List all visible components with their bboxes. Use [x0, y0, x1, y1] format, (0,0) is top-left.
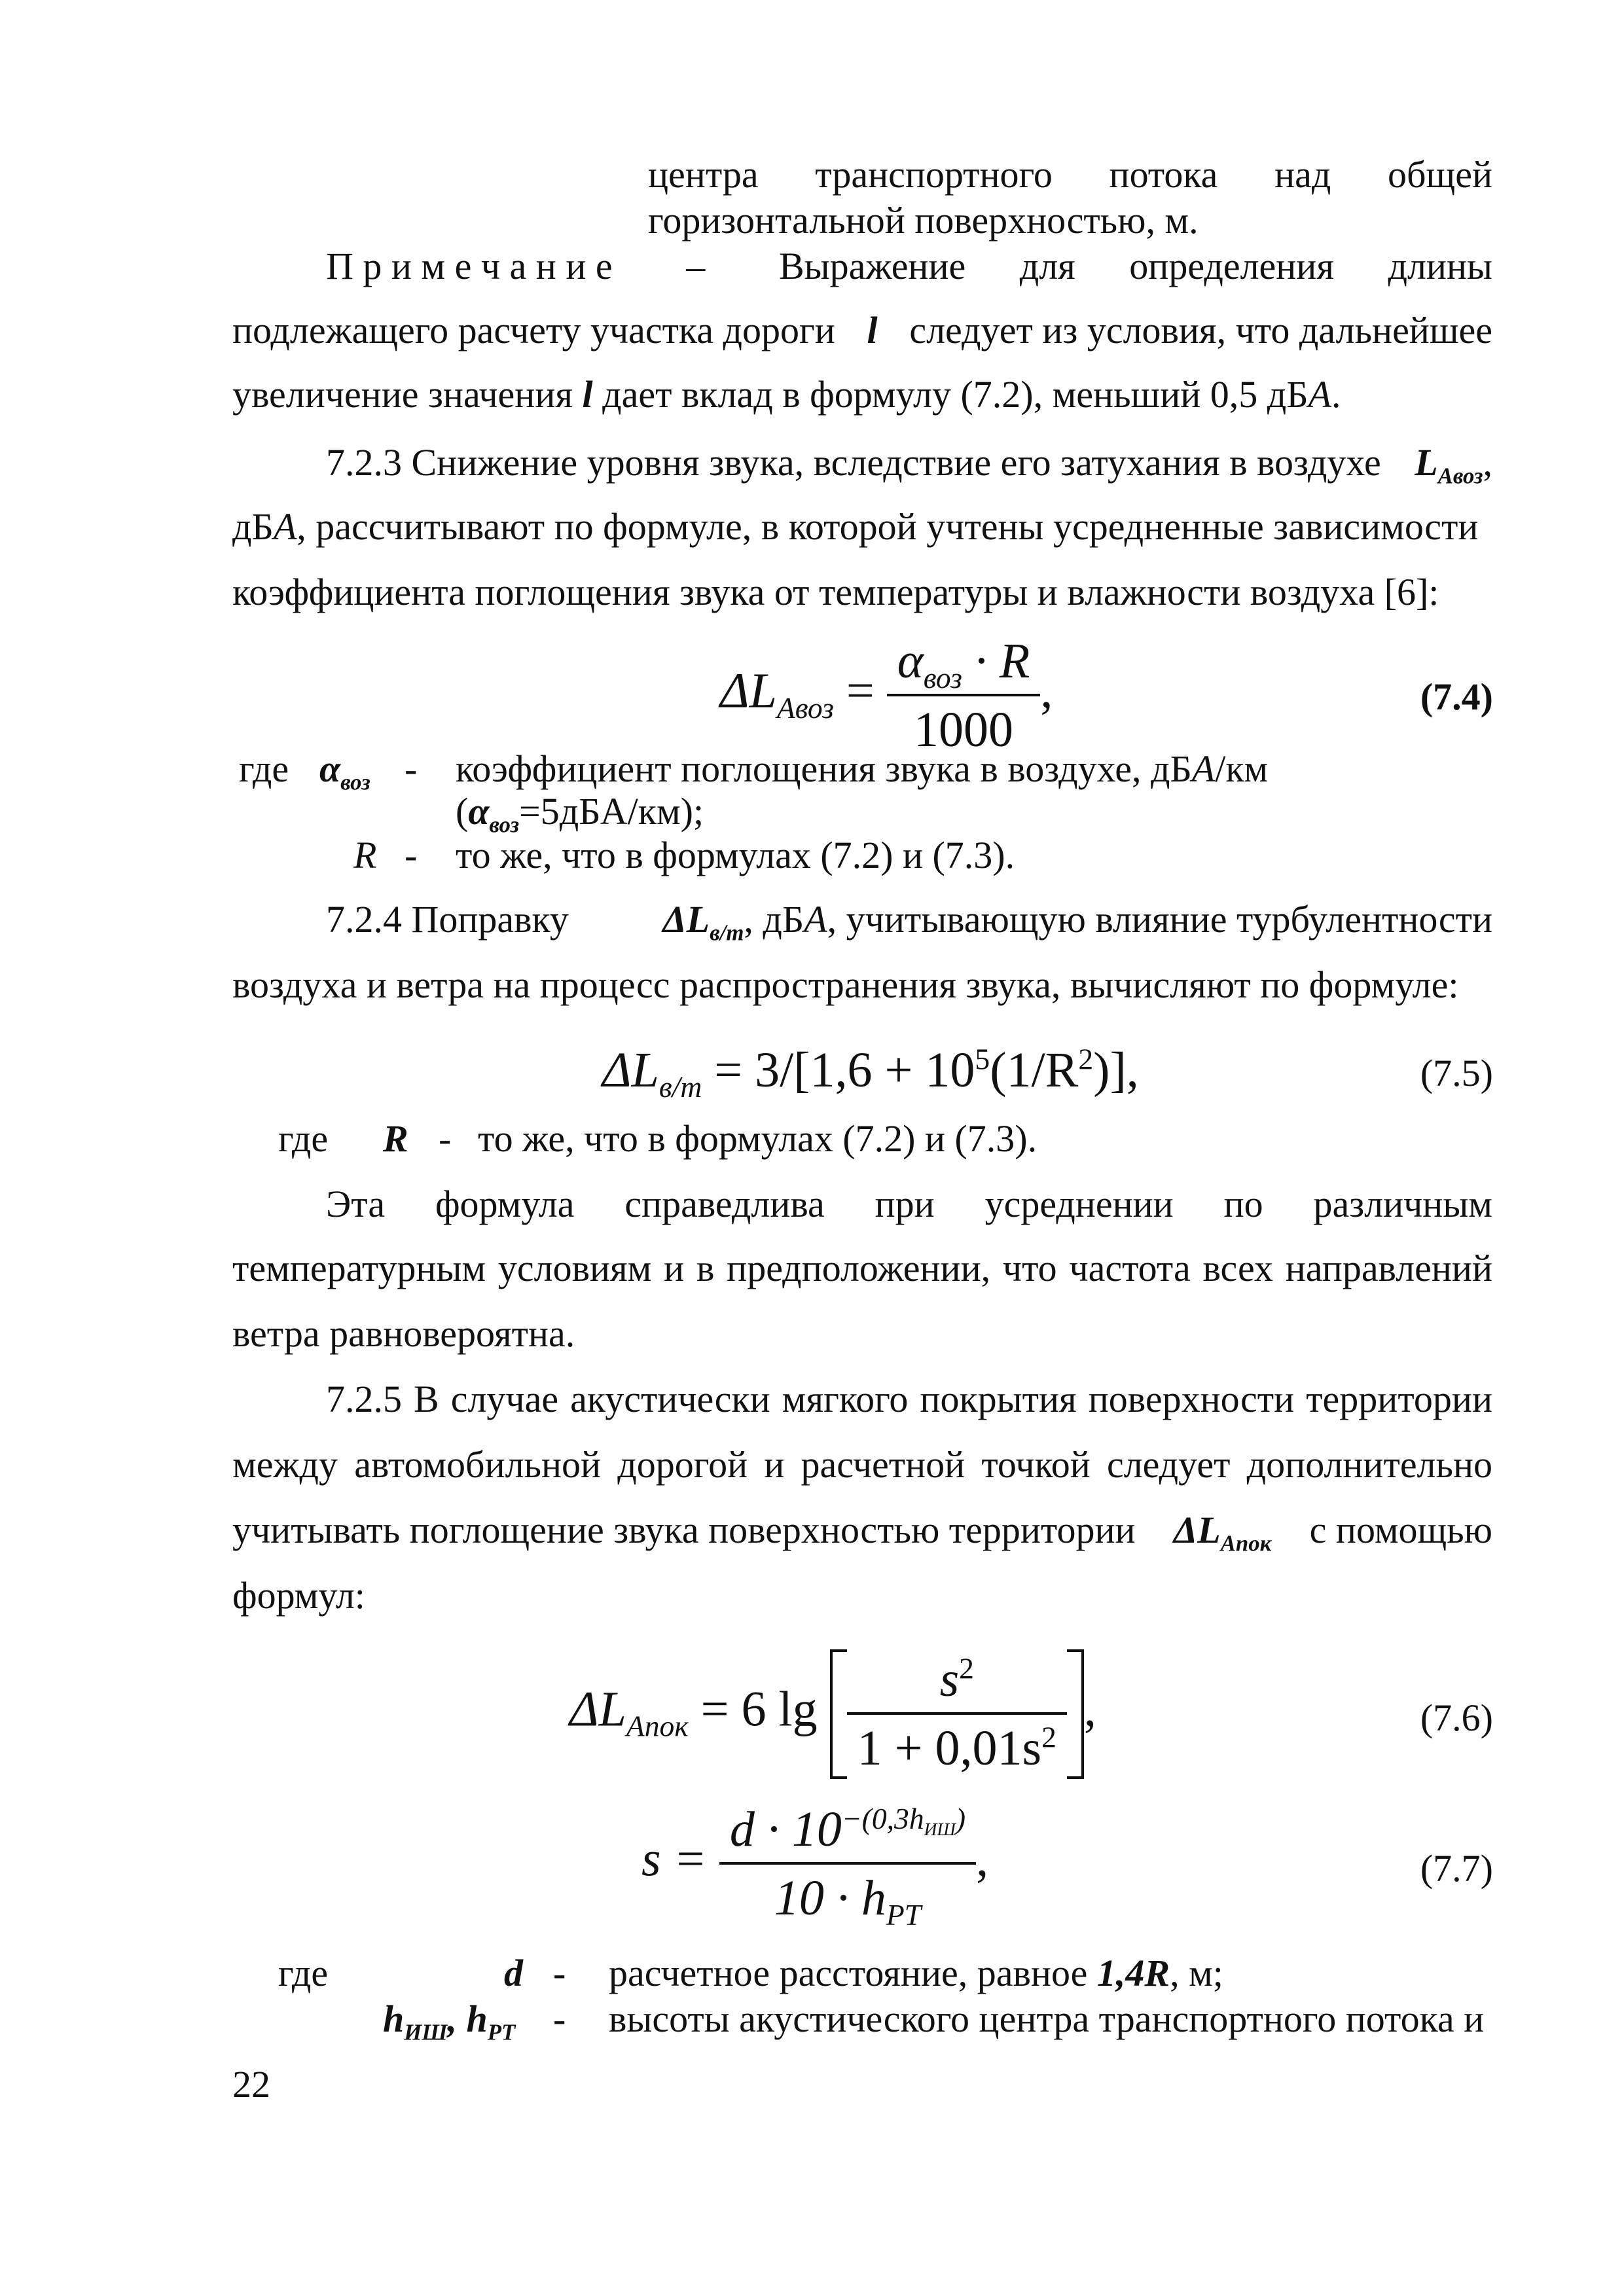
note-line-2 [232, 308, 1492, 353]
p723-line-1 [326, 440, 1492, 489]
p723-line-1-end: , [1483, 441, 1492, 484]
p724-post: , учитывающую влияние турбулентности [827, 898, 1492, 941]
p-eta-line-2: температурным условиям и в предположении, что частота всех направлений [232, 1247, 1492, 1289]
f76-num-exp: 2 [959, 1651, 974, 1685]
where74-open: ( [456, 790, 469, 833]
f77-num: d · 10 [729, 1802, 842, 1857]
where74-alpha-sub-2: воз [489, 812, 520, 838]
where75-r: R [383, 1117, 408, 1160]
top-line-1: центра транспортного потока над общей [648, 153, 1492, 196]
f76-den-text: 1 + 0,01s [857, 1721, 1042, 1776]
where77-d-post: , м; [1170, 1952, 1223, 1994]
where74-alpha [319, 746, 370, 795]
f75-rhs: = 3/[1,6 + 10 [714, 1043, 975, 1098]
where75-gde: где [278, 1117, 329, 1160]
f77-den: 10 · h [774, 1871, 886, 1926]
page-number: 22 [232, 2063, 270, 2106]
f76-right-bracket [1067, 1649, 1084, 1779]
formula-7-5 [602, 1041, 1139, 1104]
p725-line-3-post: с помощью [1309, 1509, 1492, 1551]
f76-den-exp: 2 [1041, 1720, 1056, 1754]
f77-num-exp-sub: ИШ [924, 1819, 956, 1839]
where74-text-2 [456, 789, 704, 838]
f77-num-exp: −(0,3h [841, 1801, 924, 1835]
p724-line-2: воздуха и ветра на процесс распространения звука, вычисляют по формуле: [232, 963, 1459, 1006]
f75-rhs-3: )], [1093, 1043, 1139, 1098]
f77-comma: , [976, 1831, 989, 1887]
note-line-1-text: Выражение для определения длины [778, 245, 1492, 287]
p725-line-4: формул: [232, 1574, 365, 1617]
where77-d-pre: расчетное расстояние, равное [609, 1952, 1088, 1994]
where74-text-1: коэффициент поглощения звука в воздухе, дБА/км [456, 747, 1269, 790]
f74-lhs: ΔL [720, 663, 777, 719]
where74-r: R [353, 834, 377, 876]
where77-h-text: высоты акустического центра транспортного потока и [609, 1998, 1485, 2040]
f74-alpha-sub: воз [923, 661, 962, 695]
where74-dash-2: - [405, 834, 418, 876]
p723-symbol-sub: Aвоз [1437, 463, 1483, 489]
where74-dash: - [405, 747, 418, 790]
p723-line-2-pre: дБ [232, 505, 274, 548]
f76-lhs: ΔL [569, 1681, 626, 1737]
f77-den-sub: PT [886, 1898, 922, 1932]
f76-denominator [847, 1715, 1067, 1778]
f75-lhs-sub: в/т [659, 1070, 702, 1104]
f77-numerator [719, 1800, 976, 1865]
f75-exp-2: 2 [1078, 1042, 1094, 1076]
p724-pre: 7.2.4 Поправку [326, 898, 569, 941]
note-line-3 [232, 372, 1341, 418]
p725-line-3-pre: учитывать поглощение звука поверхностью территории [232, 1509, 1136, 1551]
where75-text: то же, что в формулах (7.2) и (7.3). [478, 1117, 1038, 1160]
where77-h-sub2: PT [487, 2019, 516, 2045]
note-line-3-pre: увеличение значения [232, 373, 573, 416]
p-eta-line-1: Эта формула справедлива при усреднении по различным [326, 1183, 1492, 1225]
f74-comma: , [1040, 663, 1053, 719]
p724-mid: , дБ [744, 898, 804, 941]
f77-num-exp-end: ) [955, 1801, 966, 1835]
note-line-1 [326, 243, 1492, 289]
where74-alpha-sub: воз [340, 769, 370, 795]
p723-line-2-a: А [273, 505, 297, 548]
f75-lhs: ΔL [602, 1043, 659, 1098]
where77-dash-2: - [553, 1998, 566, 2040]
where77-dash: - [553, 1952, 566, 1994]
where77-h-sep: , h [447, 1998, 488, 2040]
f76-comma: , [1083, 1681, 1096, 1737]
formula-7-7 [641, 1800, 989, 1932]
formula-7-6 [569, 1649, 1096, 1779]
note-line-3-end: . [1331, 373, 1341, 416]
note-line-2-post: следует из условия, что дальнейшее [909, 309, 1492, 351]
p723-line-1-text: 7.2.3 Снижение уровня звука, вследствие его затухания в воздухе [326, 441, 1381, 484]
where74-gde: где [239, 747, 289, 790]
where74-alpha-2: α [468, 790, 490, 833]
f76-rhs: = 6 lg [700, 1681, 818, 1737]
p723-line-3: коэффициента поглощения звука от температуры и влажности воздуха [6]: [232, 571, 1439, 613]
p725-symbol: ΔL [1173, 1509, 1221, 1551]
f76-number: (7.6) [1420, 1696, 1493, 1739]
f76-left-bracket [830, 1649, 847, 1779]
where77-h-sym: h [383, 1998, 405, 2040]
where77-d-text [609, 1950, 1223, 1996]
where74-rest: =5дБА/км); [519, 790, 704, 833]
f75-rhs-2: (1/R [990, 1043, 1079, 1098]
f75-number: (7.5) [1420, 1052, 1493, 1094]
f76-fraction [847, 1650, 1067, 1778]
p723-symbol: L [1415, 441, 1438, 484]
f77-denominator [719, 1865, 976, 1932]
p724-line-1 [326, 897, 1492, 946]
note-line-2-pre: подлежащего расчету участка дороги [232, 309, 835, 351]
where74-r-text: то же, что в формулах (7.2) и (7.3). [456, 834, 1015, 876]
note-label: П р и м е ч а н и е [326, 245, 613, 287]
note-line-3-post: дает вклад в формулу (7.2), меньший 0,5 дБ [602, 373, 1308, 416]
f77-fraction [719, 1800, 976, 1932]
f74-alpha: α [897, 634, 924, 689]
where77-gde: где [278, 1952, 329, 1994]
f75-exp: 5 [975, 1042, 990, 1076]
p724-symbol-sub: в/т [710, 920, 744, 946]
p725-line-2: между автомобильной дорогой и расчетной точкой следует дополнительно [232, 1443, 1492, 1486]
f76-lhs-sub: Aпок [626, 1709, 689, 1743]
p725-line-3 [232, 1507, 1492, 1556]
note-var-l-2: l [582, 373, 593, 416]
f74-eq: = [846, 663, 875, 719]
p723-line-2 [232, 504, 1478, 550]
where77-d: d [504, 1952, 523, 1994]
f74-denominator: 1000 [914, 702, 1014, 758]
p723-line-2-post: , рассчитывают по формуле, в которой учтены усредненные зависимости [297, 505, 1479, 548]
where77-h [383, 1996, 516, 2045]
p-eta-line-3: ветра равновероятна. [232, 1312, 575, 1355]
f74-number: (7.4) [1420, 675, 1493, 718]
f74-lhs-sub: Aвоз [776, 691, 834, 725]
f76-num-s: s [939, 1651, 960, 1707]
f77-lhs: s = [641, 1831, 707, 1887]
formula-7-4 [720, 632, 1053, 760]
where75-dash: - [439, 1117, 452, 1160]
note-var-l: l [867, 309, 878, 351]
where74-alpha-sym: α [319, 747, 341, 790]
f74-numerator [887, 632, 1041, 696]
p725-line-1: 7.2.5 В случае акустически мягкого покрытия поверхности территории [326, 1378, 1492, 1420]
f76-numerator [847, 1650, 1067, 1715]
p724-a: А [804, 898, 827, 941]
p724-symbol: ΔL [662, 898, 710, 941]
note-dash: – [686, 245, 706, 287]
f77-number: (7.7) [1420, 1847, 1493, 1890]
f74-fraction [887, 632, 1041, 760]
where77-d-val: 1,4R [1096, 1952, 1170, 1994]
note-unit-a: А [1308, 373, 1332, 416]
where77-h-sub1: ИШ [404, 2019, 448, 2045]
p725-symbol-sub: Aпок [1220, 1530, 1272, 1556]
top-line-2: горизонтальной поверхностью, м. [648, 199, 1199, 242]
f74-num-rest: · R [974, 634, 1030, 689]
